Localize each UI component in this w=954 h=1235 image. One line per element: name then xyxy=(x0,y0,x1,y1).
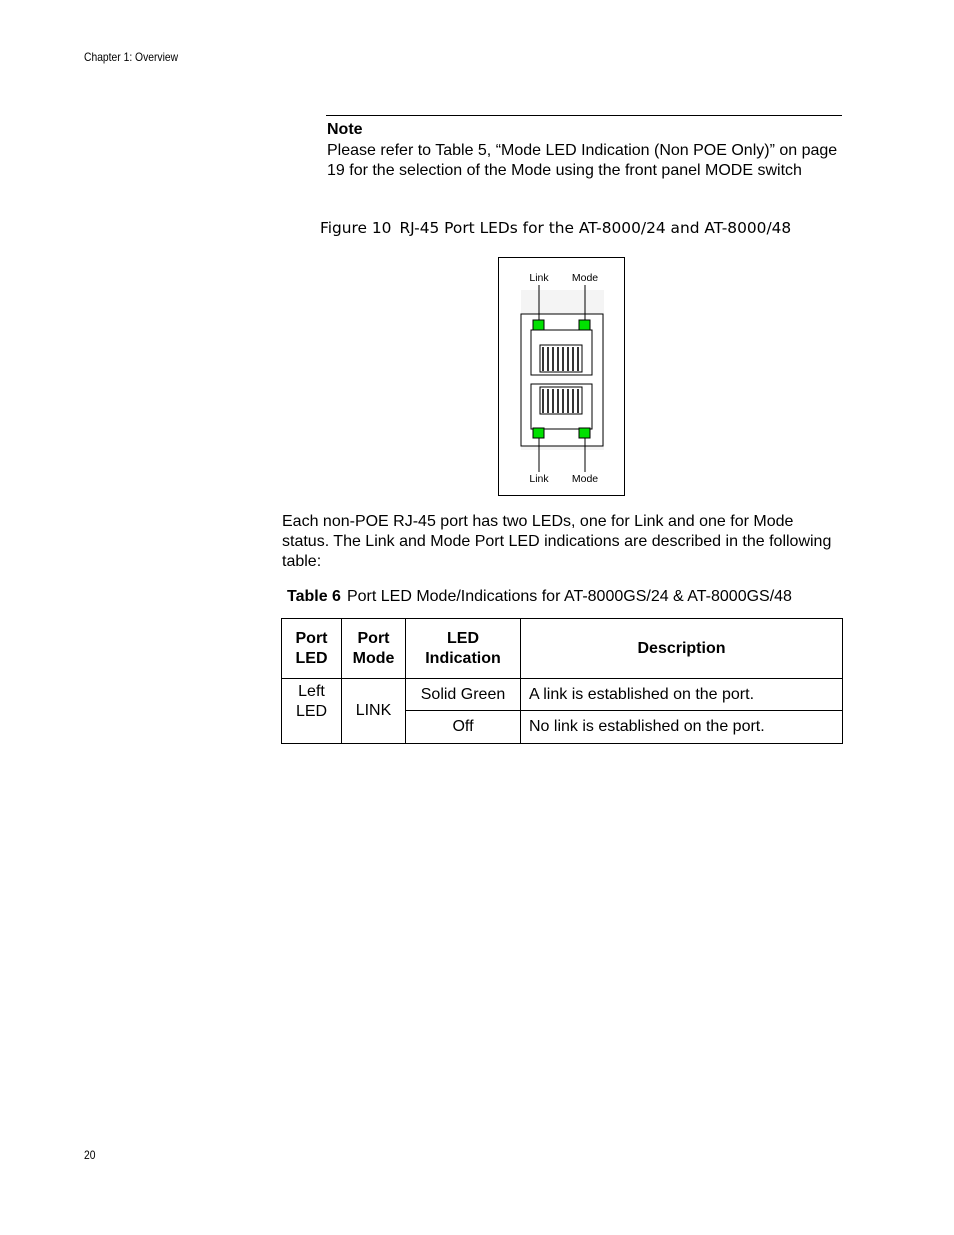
cell-line: Left xyxy=(298,683,325,700)
top-link-led xyxy=(533,320,544,330)
note-body: Please refer to Table 5, “Mode LED Indication (Non POE Only)” on page 19 for the selection of the Mode using the front panel MODE switch xyxy=(327,142,838,179)
page-number: 20 xyxy=(84,1148,96,1162)
col-header-port-mode xyxy=(342,619,406,679)
cell-port-led xyxy=(282,679,342,744)
header-line: Mode xyxy=(352,649,395,667)
cell-indication: Solid Green xyxy=(406,679,521,711)
upper-jack-contacts xyxy=(540,345,582,372)
top-mode-label: Mode xyxy=(571,272,599,284)
cell-indication: Off xyxy=(406,711,521,744)
running-header: Chapter 1: Overview xyxy=(84,50,179,64)
top-mode-led xyxy=(579,320,590,330)
top-link-label: Link xyxy=(529,272,549,284)
cell-port-mode: LINK xyxy=(342,679,406,744)
col-header-port-led xyxy=(282,619,342,679)
note-rule xyxy=(326,115,842,116)
rj45-figure xyxy=(498,257,625,496)
cell-description: A link is established on the port. xyxy=(521,679,843,711)
bottom-link-label: Link xyxy=(529,473,549,485)
port-led-table xyxy=(281,618,843,744)
lower-jack-contacts xyxy=(540,387,582,414)
table-label: Table 6 xyxy=(287,588,341,605)
figure-label: Figure 10 xyxy=(320,219,392,237)
body-paragraph: Each non-POE RJ-45 port has two LEDs, one for Link and one for Mode status. The Link and Mode Port LED indications are described in the following table: xyxy=(282,513,832,570)
header-line: LED xyxy=(447,629,479,647)
figure-title: RJ-45 Port LEDs for the AT-8000/24 and AT-8000/48 xyxy=(399,219,792,237)
col-header-led-indication xyxy=(406,619,521,679)
note-title: Note xyxy=(327,121,363,138)
header-line: Port xyxy=(295,629,328,647)
table-header-row xyxy=(282,619,843,679)
col-header-description: Description xyxy=(521,619,843,679)
table-title: Port LED Mode/Indications for AT-8000GS/24 & AT-8000GS/48 xyxy=(346,588,792,605)
header-line: Indication xyxy=(425,649,501,667)
bottom-mode-led xyxy=(579,428,590,438)
cell-description: No link is established on the port. xyxy=(521,711,843,744)
header-line: LED xyxy=(295,649,328,667)
header-line: Port xyxy=(357,629,390,647)
bottom-link-led xyxy=(533,428,544,438)
rj45-port-drawing xyxy=(499,258,624,495)
table-caption xyxy=(287,588,792,606)
cell-line: LED xyxy=(295,703,328,720)
bottom-mode-label: Mode xyxy=(571,473,599,485)
figure-caption xyxy=(320,219,791,237)
table-row xyxy=(282,679,843,711)
